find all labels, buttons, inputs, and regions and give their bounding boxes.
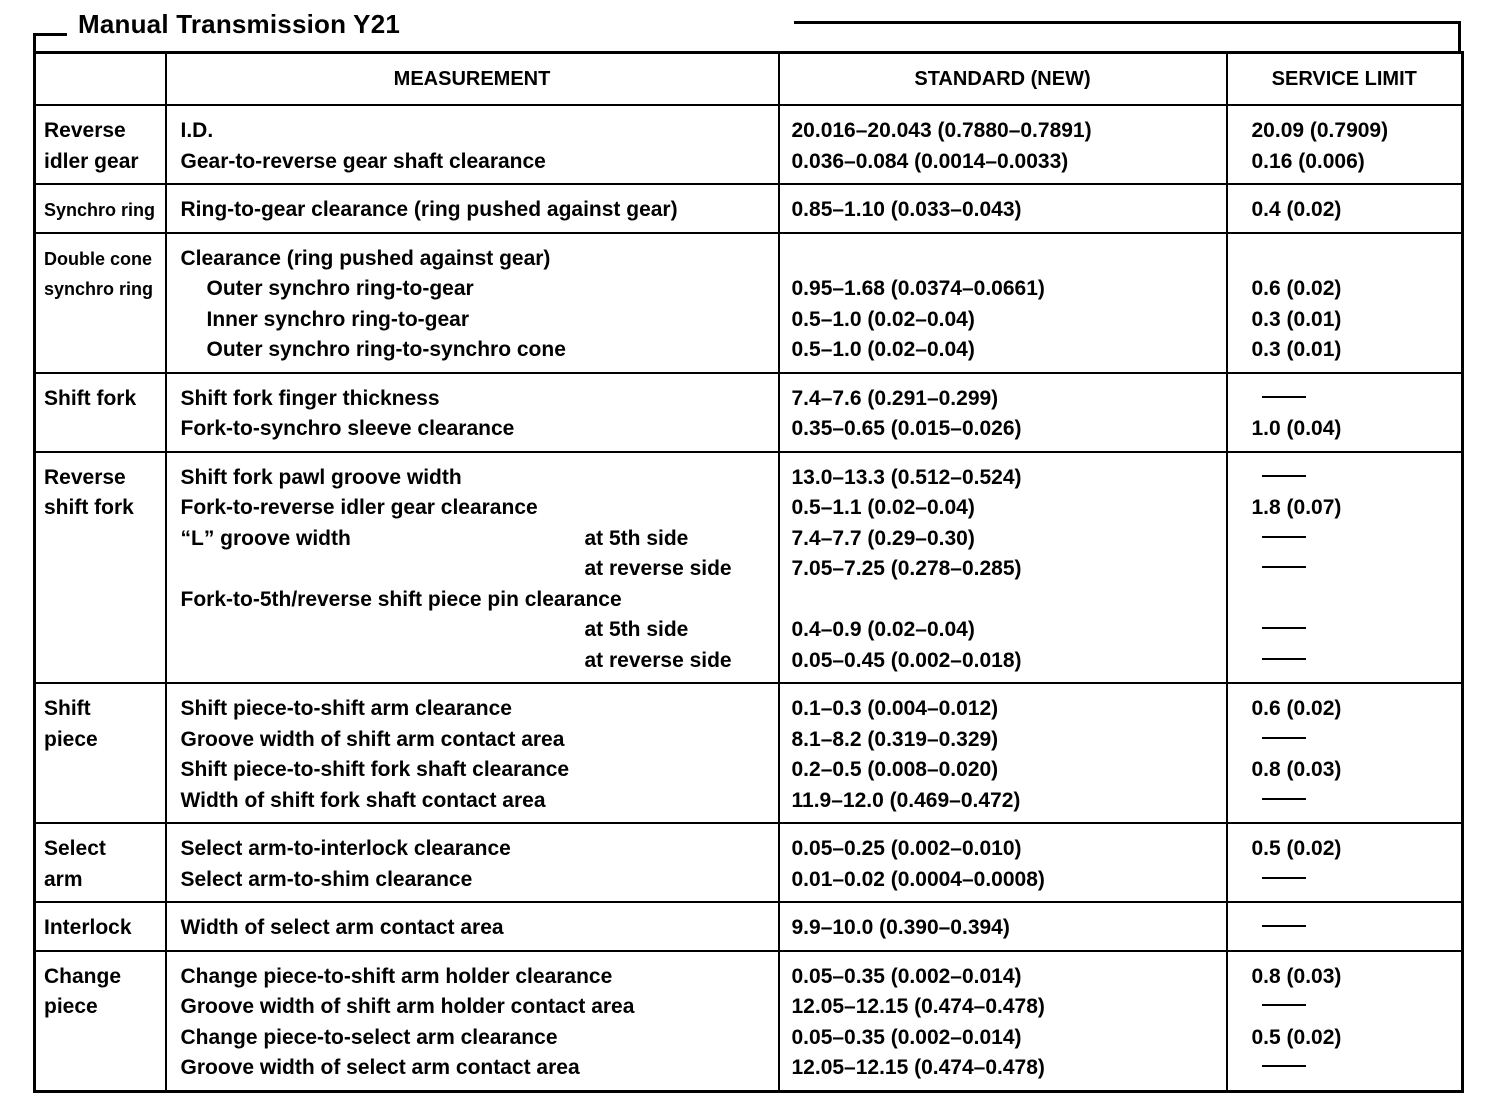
section-row bbox=[35, 902, 1463, 951]
frame-top-left-rule bbox=[33, 33, 67, 36]
standard-value: 0.2–0.5 (0.008–0.020) bbox=[791, 758, 999, 781]
section-category bbox=[35, 105, 166, 184]
service-limit-value bbox=[1252, 646, 1456, 677]
section-category bbox=[35, 683, 166, 823]
standard-value: 0.5–1.0 (0.02–0.04) bbox=[791, 338, 975, 361]
measurement-line bbox=[181, 834, 772, 865]
category-line: piece bbox=[44, 995, 98, 1018]
service-limit-value bbox=[1252, 992, 1456, 1023]
measurement-line bbox=[181, 913, 772, 944]
service-limit-value: 0.6 (0.02) bbox=[1251, 697, 1342, 720]
category-line: piece bbox=[44, 727, 98, 751]
section-category bbox=[35, 452, 166, 684]
frame-right-rule bbox=[1458, 21, 1461, 53]
no-limit-dash bbox=[1262, 798, 1306, 800]
measurement-sublabel: at reverse side bbox=[584, 648, 732, 672]
measurement-cell bbox=[166, 105, 779, 184]
no-limit-dash bbox=[1262, 1065, 1306, 1067]
measurement-line bbox=[181, 786, 772, 817]
service-limit-value bbox=[1252, 615, 1456, 646]
section-category bbox=[35, 823, 166, 902]
section-category bbox=[35, 902, 166, 951]
category-line: Reverse bbox=[44, 119, 126, 142]
standard-cell bbox=[779, 683, 1227, 823]
category-line: shift fork bbox=[44, 496, 134, 519]
measurement-line bbox=[181, 694, 772, 725]
no-limit-dash bbox=[1262, 1004, 1306, 1006]
standard-value: 12.05–12.15 (0.474–0.478) bbox=[791, 995, 1045, 1018]
standard-value: 0.5–1.0 (0.02–0.04) bbox=[791, 307, 975, 331]
category-line: Shift fork bbox=[44, 386, 137, 410]
section-row bbox=[35, 951, 1463, 1092]
service-limit-value: 0.3 (0.01) bbox=[1251, 338, 1342, 361]
header-row bbox=[35, 53, 1463, 106]
category-line: Select bbox=[44, 837, 106, 860]
standard-value: 20.016–20.043 (0.7880–0.7891) bbox=[791, 119, 1092, 142]
measurement-label: Ring-to-gear clearance (ring pushed against gear) bbox=[180, 198, 678, 221]
standard-value: 0.01–0.02 (0.0004–0.0008) bbox=[791, 867, 1045, 891]
category-line: Interlock bbox=[44, 916, 132, 939]
measurement-label: Change piece-to-shift arm holder clearance bbox=[180, 964, 613, 988]
section-row bbox=[35, 373, 1463, 452]
section-category bbox=[35, 373, 166, 452]
measurement-label: “L” groove width bbox=[180, 526, 351, 550]
no-limit-dash bbox=[1262, 566, 1306, 568]
service-limit-cell bbox=[1227, 902, 1463, 951]
service-limit-cell bbox=[1227, 683, 1463, 823]
measurement-label: Shift fork finger thickness bbox=[180, 386, 440, 410]
frame-top-right-rule bbox=[794, 21, 1461, 24]
measurement-cell bbox=[166, 951, 779, 1092]
standard-value: 7.05–7.25 (0.278–0.285) bbox=[791, 557, 1022, 580]
measurement-line bbox=[181, 274, 772, 305]
measurement-label: Change piece-to-select arm clearance bbox=[180, 1025, 558, 1049]
measurement-line bbox=[181, 962, 772, 993]
measurement-sublabel: at 5th side bbox=[584, 618, 689, 641]
category-line: Change bbox=[44, 964, 122, 988]
measurement-cell bbox=[166, 452, 779, 684]
category-line: Shift bbox=[44, 697, 91, 720]
standard-value: 0.05–0.45 (0.002–0.018) bbox=[791, 648, 1022, 672]
service-limit-value: 0.6 (0.02) bbox=[1251, 277, 1342, 300]
standard-value: 0.05–0.25 (0.002–0.010) bbox=[791, 837, 1022, 860]
service-limit-cell bbox=[1227, 184, 1463, 233]
measurement-label: Gear-to-reverse gear shaft clearance bbox=[180, 149, 546, 173]
measurement-label: Fork-to-5th/reverse shift piece pin clearance bbox=[180, 587, 622, 611]
service-limit-value bbox=[1252, 865, 1456, 896]
standard-value: 0.95–1.68 (0.0374–0.0661) bbox=[791, 277, 1045, 300]
service-limit-value bbox=[1252, 463, 1456, 494]
measurement-line bbox=[181, 524, 772, 555]
standard-value: 0.036–0.084 (0.0014–0.0033) bbox=[791, 149, 1069, 173]
measurement-label: Outer synchro ring-to-synchro cone bbox=[206, 338, 566, 361]
measurement-line bbox=[181, 244, 772, 275]
section-category bbox=[35, 951, 166, 1092]
standard-value: 9.9–10.0 (0.390–0.394) bbox=[791, 916, 1010, 939]
measurement-label: Fork-to-synchro sleeve clearance bbox=[180, 417, 515, 440]
standard-value: 0.1–0.3 (0.004–0.012) bbox=[791, 697, 999, 720]
standard-value: 8.1–8.2 (0.319–0.329) bbox=[791, 727, 999, 751]
service-limit-value: 1.8 (0.07) bbox=[1251, 496, 1342, 519]
measurement-line bbox=[181, 195, 772, 226]
measurement-label: Fork-to-reverse idler gear clearance bbox=[180, 496, 538, 519]
service-limit-value: 0.8 (0.03) bbox=[1251, 964, 1342, 988]
no-limit-dash bbox=[1262, 627, 1306, 629]
standard-value bbox=[792, 244, 1220, 275]
measurement-line bbox=[181, 1053, 772, 1084]
standard-value: 7.4–7.6 (0.291–0.299) bbox=[791, 386, 999, 410]
service-limit-cell bbox=[1227, 373, 1463, 452]
service-limit-value bbox=[1252, 786, 1456, 817]
measurement-label: Groove width of shift arm holder contact area bbox=[180, 995, 635, 1018]
measurement-line bbox=[181, 554, 772, 585]
standard-value: 0.05–0.35 (0.002–0.014) bbox=[791, 1025, 1022, 1049]
page-title: Manual Transmission Y21 bbox=[78, 9, 401, 39]
spec-table bbox=[33, 51, 1464, 1093]
category-line: arm bbox=[44, 867, 83, 891]
standard-cell bbox=[779, 233, 1227, 373]
measurement-label: Select arm-to-interlock clearance bbox=[180, 837, 511, 860]
measurement-label: Width of select arm contact area bbox=[180, 916, 504, 939]
measurement-label: Inner synchro ring-to-gear bbox=[206, 307, 470, 331]
measurement-label: Shift piece-to-shift fork shaft clearance bbox=[180, 758, 570, 781]
service-limit-value: 0.4 (0.02) bbox=[1251, 198, 1342, 221]
measurement-line bbox=[181, 755, 772, 786]
measurement-cell bbox=[166, 233, 779, 373]
standard-value: 0.05–0.35 (0.002–0.014) bbox=[791, 964, 1022, 988]
section-row bbox=[35, 233, 1463, 373]
frame-left-rule bbox=[33, 33, 36, 53]
service-limit-value: 0.16 (0.006) bbox=[1251, 149, 1365, 173]
standard-cell bbox=[779, 373, 1227, 452]
service-limit-value: 20.09 (0.7909) bbox=[1251, 119, 1389, 142]
standard-value: 0.35–0.65 (0.015–0.026) bbox=[791, 417, 1022, 440]
standard-value: 12.05–12.15 (0.474–0.478) bbox=[791, 1056, 1045, 1079]
service-limit-cell bbox=[1227, 951, 1463, 1092]
measurement-sublabel: at 5th side bbox=[584, 526, 689, 550]
measurement-line bbox=[181, 1023, 772, 1054]
no-limit-dash bbox=[1262, 536, 1306, 538]
standard-value: 0.4–0.9 (0.02–0.04) bbox=[791, 618, 975, 641]
service-limit-value: 0.3 (0.01) bbox=[1251, 307, 1342, 331]
no-limit-dash bbox=[1262, 877, 1306, 879]
standard-cell bbox=[779, 184, 1227, 233]
measurement-label: Groove width of shift arm contact area bbox=[180, 727, 565, 751]
standard-value: 0.85–1.10 (0.033–0.043) bbox=[791, 198, 1022, 221]
measurement-label: Clearance (ring pushed against gear) bbox=[180, 246, 551, 270]
standard-value: 0.5–1.1 (0.02–0.04) bbox=[791, 496, 975, 519]
standard-cell bbox=[779, 105, 1227, 184]
section-row bbox=[35, 683, 1463, 823]
service-limit-cell bbox=[1227, 233, 1463, 373]
measurement-cell bbox=[166, 823, 779, 902]
standard-value: 13.0–13.3 (0.512–0.524) bbox=[791, 465, 1022, 489]
service-limit-value bbox=[1252, 244, 1456, 275]
no-limit-dash bbox=[1262, 658, 1306, 660]
measurement-cell bbox=[166, 184, 779, 233]
section-row bbox=[35, 823, 1463, 902]
no-limit-dash bbox=[1262, 396, 1306, 398]
service-limit-value bbox=[1252, 725, 1456, 756]
header-standard: STANDARD (NEW) bbox=[779, 53, 1227, 106]
measurement-label: Shift fork pawl groove width bbox=[180, 465, 462, 489]
service-limit-value: 0.5 (0.02) bbox=[1251, 1025, 1342, 1049]
measurement-line bbox=[181, 463, 772, 494]
measurement-label: Select arm-to-shim clearance bbox=[180, 867, 473, 891]
service-limit-value bbox=[1252, 585, 1456, 616]
category-line: Reverse bbox=[44, 465, 126, 489]
no-limit-dash bbox=[1262, 925, 1306, 927]
section-category bbox=[35, 184, 166, 233]
service-limit-value bbox=[1252, 384, 1456, 415]
standard-cell bbox=[779, 902, 1227, 951]
measurement-line bbox=[181, 585, 772, 616]
service-limit-value bbox=[1252, 554, 1456, 585]
measurement-cell bbox=[166, 373, 779, 452]
measurement-label: Width of shift fork shaft contact area bbox=[180, 788, 546, 812]
measurement-line bbox=[181, 493, 772, 524]
service-limit-value bbox=[1252, 524, 1456, 555]
category-line: idler gear bbox=[44, 149, 139, 173]
measurement-label: I.D. bbox=[180, 119, 214, 142]
measurement-line bbox=[181, 116, 772, 147]
section-row bbox=[35, 184, 1463, 233]
spec-body bbox=[35, 105, 1463, 1091]
measurement-line bbox=[181, 725, 772, 756]
standard-value bbox=[792, 585, 1220, 616]
measurement-label: Outer synchro ring-to-gear bbox=[206, 277, 474, 300]
service-limit-value: 0.8 (0.03) bbox=[1251, 758, 1342, 781]
header-measurement: MEASUREMENT bbox=[166, 53, 779, 106]
service-limit-value bbox=[1252, 913, 1456, 944]
measurement-line bbox=[181, 335, 772, 366]
measurement-line bbox=[181, 992, 772, 1023]
standard-value: 7.4–7.7 (0.29–0.30) bbox=[791, 526, 975, 550]
standard-cell bbox=[779, 452, 1227, 684]
no-limit-dash bbox=[1262, 737, 1306, 739]
measurement-line bbox=[181, 147, 772, 178]
measurement-line bbox=[181, 646, 772, 677]
category-line: Double cone bbox=[44, 248, 153, 269]
standard-value: 11.9–12.0 (0.469–0.472) bbox=[791, 788, 1021, 812]
no-limit-dash bbox=[1262, 475, 1306, 477]
measurement-cell bbox=[166, 902, 779, 951]
measurement-label: Groove width of select arm contact area bbox=[180, 1056, 580, 1079]
standard-cell bbox=[779, 951, 1227, 1092]
category-line: Synchro ring bbox=[44, 200, 156, 220]
header-category bbox=[35, 53, 166, 106]
section-category bbox=[35, 233, 166, 373]
service-limit-value bbox=[1252, 1053, 1456, 1084]
category-line: synchro ring bbox=[44, 279, 154, 299]
measurement-cell bbox=[166, 683, 779, 823]
service-limit-cell bbox=[1227, 823, 1463, 902]
measurement-sublabel: at reverse side bbox=[584, 557, 732, 580]
measurement-line bbox=[181, 615, 772, 646]
service-limit-cell bbox=[1227, 452, 1463, 684]
measurement-line bbox=[181, 865, 772, 896]
service-limit-value: 0.5 (0.02) bbox=[1251, 837, 1342, 860]
measurement-line bbox=[181, 414, 772, 445]
service-limit-cell bbox=[1227, 105, 1463, 184]
measurement-line bbox=[181, 384, 772, 415]
service-limit-value: 1.0 (0.04) bbox=[1251, 417, 1342, 440]
measurement-line bbox=[181, 305, 772, 336]
section-row bbox=[35, 452, 1463, 684]
section-row bbox=[35, 105, 1463, 184]
standard-cell bbox=[779, 823, 1227, 902]
measurement-label: Shift piece-to-shift arm clearance bbox=[180, 697, 512, 720]
header-service-limit: SERVICE LIMIT bbox=[1227, 53, 1463, 106]
